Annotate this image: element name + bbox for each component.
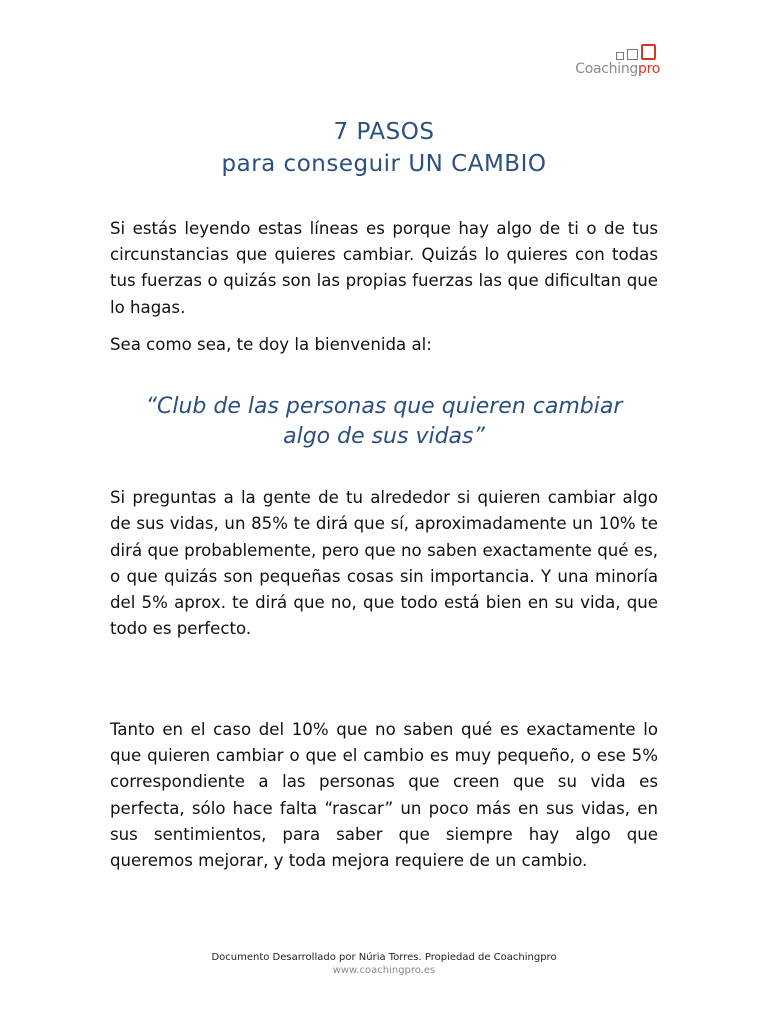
page-footer bbox=[0, 951, 768, 977]
logo-text-accent: pro bbox=[637, 61, 660, 77]
quote-line-1: “Club de las personas que quieren cambiar bbox=[145, 394, 623, 419]
welcome-paragraph: Sea como sea, te doy la bienvenida al: bbox=[110, 335, 432, 354]
footer-url-link[interactable]: www.coachingpro.es bbox=[332, 965, 436, 976]
logo-text-main: Coaching bbox=[575, 61, 638, 77]
logo-wordmark bbox=[560, 61, 660, 77]
title-line-1: 7 PASOS bbox=[333, 119, 435, 145]
coachingpro-logo bbox=[560, 44, 660, 80]
intro-paragraph: Si estás leyendo estas líneas es porque hay algo de ti o de tus circunstancias que quieres cambiar. Quizás lo quieres con todas tus fuerzas o quizás son las propias fuerzas las que dificultan que lo hagas. bbox=[110, 219, 658, 317]
change-paragraph: Tanto en el caso del 10% que no saben qué es exactamente lo que quieren cambiar o que el cambio es muy pequeño, o ese 5% correspondiente a las personas que creen que su vida es perfecta, sólo hace falta “rascar” un poco más en sus vidas, en sus sentimientos, para saber que siempre hay algo que queremos mejorar, y toda mejora requiere de un cambio. bbox=[110, 720, 658, 871]
logo-squares-icon bbox=[616, 44, 660, 62]
document-title bbox=[0, 116, 768, 180]
survey-paragraph: Si preguntas a la gente de tu alrededor si quieren cambiar algo de sus vidas, un 85% te dirá que sí, aproximadamente un 10% te dirá que probablemente, pero que no saben exactamente qué es, o que quizás son pequeñas cosas sin importancia. Y una minoría del 5% aprox. te dirá que no, que todo está bien en su vida, que todo es perfecto. bbox=[110, 488, 658, 639]
title-line-2: para conseguir UN CAMBIO bbox=[221, 151, 547, 177]
quote-line-2: algo de sus vidas” bbox=[283, 424, 485, 449]
club-quote bbox=[0, 392, 768, 452]
footer-credit: Documento Desarrollado por Núria Torres. Propiedad de Coachingpro bbox=[211, 952, 557, 963]
